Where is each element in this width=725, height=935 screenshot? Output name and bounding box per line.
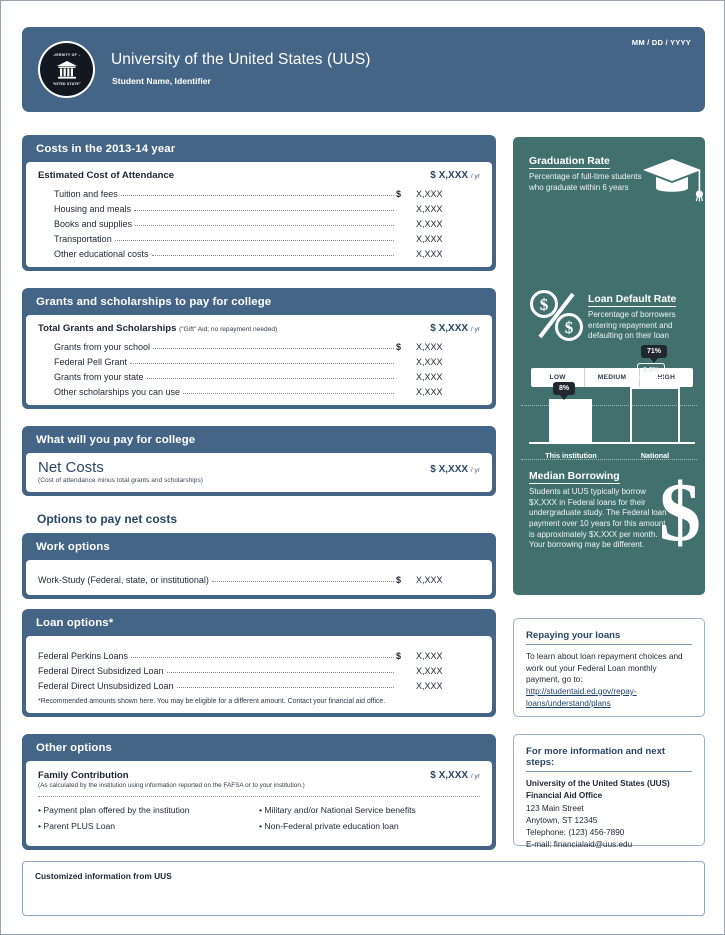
median-borrowing-block <box>529 466 672 551</box>
loan-default-rate-chart <box>529 362 695 460</box>
line-item-label: Grants from your state <box>54 372 144 382</box>
list-item <box>38 646 480 661</box>
coa-amount-per: / yr <box>470 173 480 180</box>
student-identifier: Student Name, Identifier <box>112 76 211 86</box>
list-item: • Non-Federal private education loan <box>259 821 399 831</box>
contact-line-city: Anytown, ST 12345 <box>526 815 598 825</box>
repaying-loans-text: To learn about loan repayment choices and work out your Federal Loan monthly payment, go to: <box>526 652 683 685</box>
studentaid-link[interactable]: http://studentaid.ed.gov/repay-loans/understand/plans <box>526 686 637 708</box>
family-amount-value: $ X,XXX <box>430 770 469 781</box>
rating-cell-medium[interactable]: MEDIUM <box>585 368 639 387</box>
line-item-value: X,XXX <box>416 651 443 661</box>
family-amount-per: / yr <box>470 773 480 780</box>
list-item <box>38 244 480 259</box>
line-item-value: X,XXX <box>416 234 443 244</box>
contact-line-office: Financial Aid Office <box>526 791 603 801</box>
repaying-loans-body <box>526 651 692 709</box>
costs-panel <box>22 135 496 271</box>
line-item-value: X,XXX <box>416 666 443 676</box>
bullets-left-column <box>38 805 259 837</box>
rating-cell-high[interactable]: HIGH <box>657 374 676 381</box>
other-options-panel <box>22 734 496 850</box>
loan-options-panel <box>22 609 496 717</box>
line-item-label: Federal Pell Grant <box>54 357 128 367</box>
line-item-label: Other scholarships you can use <box>54 387 181 397</box>
line-item-value: X,XXX <box>416 219 443 229</box>
grants-amount-value: $ X,XXX <box>430 323 469 334</box>
loan-default-rate-block <box>588 289 704 342</box>
line-item-label: Federal Direct Subsidized Loan <box>38 666 164 676</box>
cost-of-attendance-row <box>38 170 480 181</box>
line-item-label: Other educational costs <box>54 249 149 259</box>
grants-line-items <box>38 337 480 397</box>
repaying-loans-title: Repaying your loans <box>526 630 692 645</box>
page-header <box>22 27 705 112</box>
line-item-label: Transportation <box>54 234 112 244</box>
graduation-rate-description: Percentage of full-time students who graduate within 6 years <box>529 172 642 192</box>
list-item <box>38 214 480 229</box>
loan-default-rate-title: Loan Default Rate <box>588 294 677 305</box>
leader-dots <box>167 672 394 673</box>
line-item-value: X,XXX <box>416 342 443 352</box>
family-contribution-text-group <box>38 770 305 789</box>
loan-options-panel-title: Loan options* <box>36 617 114 629</box>
total-grants-text: Total Grants and Scholarships <box>38 323 177 334</box>
line-item-label: Tuition and fees <box>54 189 118 199</box>
total-grants-label <box>38 323 277 334</box>
bar-label-this-institution: This institution <box>545 451 597 460</box>
sheet-date: MM / DD / YYYY <box>631 38 691 47</box>
line-item-label: Housing and meals <box>54 204 132 214</box>
net-costs-text-group <box>38 460 203 484</box>
leader-dots <box>134 210 394 211</box>
coa-amount-value: $ X,XXX <box>430 170 469 181</box>
family-contribution-note: (As calculated by the institution using information reported on the FAFSA or to your institution.) <box>38 782 305 789</box>
list-item <box>38 199 480 214</box>
list-item: • Payment plan offered by the institution <box>38 805 190 815</box>
list-item <box>38 337 480 352</box>
repaying-loans-card <box>513 618 705 717</box>
graduation-rate-block <box>529 151 647 193</box>
loan-line-items <box>38 646 480 691</box>
median-borrowing-title: Median Borrowing <box>529 471 620 482</box>
line-item-value: X,XXX <box>416 249 443 259</box>
loan-options-footnote: *Recommended amounts shown here. You may be eligible for a different amount. Contact your financial aid office. <box>38 698 386 705</box>
grants-panel <box>22 288 496 409</box>
leader-dots <box>135 225 394 226</box>
leader-dots <box>147 378 394 379</box>
customized-information-label: Customized information from UUS <box>35 871 172 881</box>
bar-this-institution <box>549 399 592 442</box>
other-options-panel-title: Other options <box>36 742 112 754</box>
work-options-panel-title: Work options <box>36 541 110 553</box>
seal-bottom-text: UNITED STATES <box>51 82 82 86</box>
line-item-currency: $ <box>396 575 402 585</box>
options-section-heading: Options to pay net costs <box>37 512 178 526</box>
grants-amount-per: / yr <box>470 326 480 333</box>
total-grants-row <box>38 323 480 334</box>
line-item-label: Books and supplies <box>54 219 133 229</box>
net-costs-body <box>26 453 492 492</box>
line-item-label: Federal Perkins Loans <box>38 651 129 661</box>
bullets-right-column <box>259 805 480 837</box>
metrics-sidebar <box>513 137 705 595</box>
percent-dollar-icon <box>529 290 585 342</box>
line-item-currency: $ <box>396 651 402 661</box>
contact-card <box>513 734 705 850</box>
net-amount-per: / yr <box>470 467 480 474</box>
work-options-body <box>26 560 492 595</box>
bar-badge-national <box>637 363 665 378</box>
net-costs-panel <box>22 426 496 496</box>
contact-line-street: 123 Main Street <box>526 803 584 813</box>
contact-line-institution: University of the United States (UUS) <box>526 779 670 788</box>
loan-default-rate-description: Percentage of borrowers entering repayment and defaulting on their loan <box>588 310 676 341</box>
line-item-label: Work-Study (Federal, state, or institutional) <box>38 575 209 585</box>
line-item-value: X,XXX <box>416 204 443 214</box>
leader-dots <box>153 348 394 349</box>
line-item-label: Grants from your school <box>54 342 151 352</box>
line-item-value: X,XXX <box>416 189 443 199</box>
line-item-label: Federal Direct Unsubsidized Loan <box>38 681 174 691</box>
leader-dots <box>152 255 394 256</box>
contact-line-email[interactable]: E-mail: financialaid@uus.edu <box>526 840 633 850</box>
list-item <box>38 352 480 367</box>
contact-line-telephone: Telephone: (123) 456-7890 <box>526 828 625 838</box>
cost-of-attendance-amount <box>430 170 480 181</box>
line-item-value: X,XXX <box>416 681 443 691</box>
total-grants-note: ("Gift" Aid; no repayment needed) <box>179 326 278 333</box>
costs-panel-body <box>26 162 492 267</box>
classical-building-icon <box>56 60 78 80</box>
graduation-cap-icon <box>641 155 703 203</box>
leader-dots <box>183 393 394 394</box>
list-item <box>38 184 480 199</box>
leader-dots <box>177 687 394 688</box>
svg-text:$: $ <box>564 318 574 337</box>
grants-panel-title: Grants and scholarships to pay for college <box>36 296 272 308</box>
customized-information-box <box>22 861 705 916</box>
leader-dots <box>131 657 394 658</box>
bar-badge-this-institution <box>553 382 575 395</box>
cost-of-attendance-label: Estimated Cost of Attendance <box>38 170 175 181</box>
net-amount-value: $ X,XXX <box>430 464 469 475</box>
bar-label-national: National <box>640 451 670 460</box>
divider <box>521 459 697 460</box>
badge-pointer-icon <box>560 395 568 400</box>
family-contribution-amount <box>430 770 480 781</box>
median-borrowing-description: Students at UUS typically borrow $X,XXX in Federal loans for their undergraduate study. The Federal loan payment over 10 years for this amount is approximately $X,XXX per month. Your borrowing may be different. <box>529 487 667 550</box>
seal-top-text: UNIVERSITY OF THE <box>47 53 86 57</box>
line-item-value: X,XXX <box>416 387 443 397</box>
leader-dots <box>121 195 394 196</box>
net-costs-amount <box>430 460 480 475</box>
dollar-sign-icon: $ <box>659 466 701 559</box>
graduation-rate-value: 71% <box>647 348 662 355</box>
leader-dots <box>115 240 394 241</box>
family-contribution-label: Family Contribution <box>38 770 129 781</box>
leader-dots <box>212 581 394 582</box>
costs-line-items <box>38 184 480 259</box>
list-item <box>38 661 480 676</box>
loan-options-body <box>26 636 492 713</box>
svg-text:$: $ <box>539 295 549 314</box>
list-item <box>38 382 480 397</box>
list-item: • Parent PLUS Loan <box>38 821 116 831</box>
family-contribution-row <box>38 770 480 797</box>
net-costs-sublabel: (Cost of attendance minus total grants and scholarships) <box>38 476 203 484</box>
other-options-bullets <box>38 797 480 837</box>
contact-card-title: For more information and next steps: <box>526 746 692 772</box>
bar-value-national: 9.8% <box>643 367 659 374</box>
grants-panel-body <box>26 315 492 405</box>
institution-name: University of the United States (UUS) <box>111 51 371 68</box>
rating-cell-low[interactable]: LOW <box>531 368 585 387</box>
line-item-currency: $ <box>396 189 402 199</box>
line-item-value: X,XXX <box>416 575 443 585</box>
list-item <box>38 229 480 244</box>
line-item-value: X,XXX <box>416 357 443 367</box>
contact-card-lines <box>526 778 692 852</box>
graduation-rate-badge <box>641 345 667 358</box>
bar-value-this-institution: 8% <box>559 385 570 392</box>
bar-national <box>630 387 680 442</box>
badge-pointer-icon <box>647 377 655 382</box>
chart-baseline <box>529 442 695 444</box>
leader-dots <box>130 363 394 364</box>
work-options-panel <box>22 533 496 599</box>
net-costs-panel-title: What will you pay for college <box>36 434 196 446</box>
net-costs-label: Net Costs <box>38 459 104 476</box>
line-item-value: X,XXX <box>416 372 443 382</box>
total-grants-amount <box>430 323 480 334</box>
costs-panel-title: Costs in the 2013-14 year <box>36 143 176 155</box>
graduation-rate-title: Graduation Rate <box>529 156 610 167</box>
list-item <box>38 570 480 585</box>
list-item <box>38 676 480 691</box>
university-seal-icon <box>38 41 95 98</box>
other-options-body <box>26 761 492 846</box>
line-item-currency: $ <box>396 342 402 352</box>
list-item <box>38 367 480 382</box>
list-item: • Military and/or National Service benefits <box>259 805 416 815</box>
